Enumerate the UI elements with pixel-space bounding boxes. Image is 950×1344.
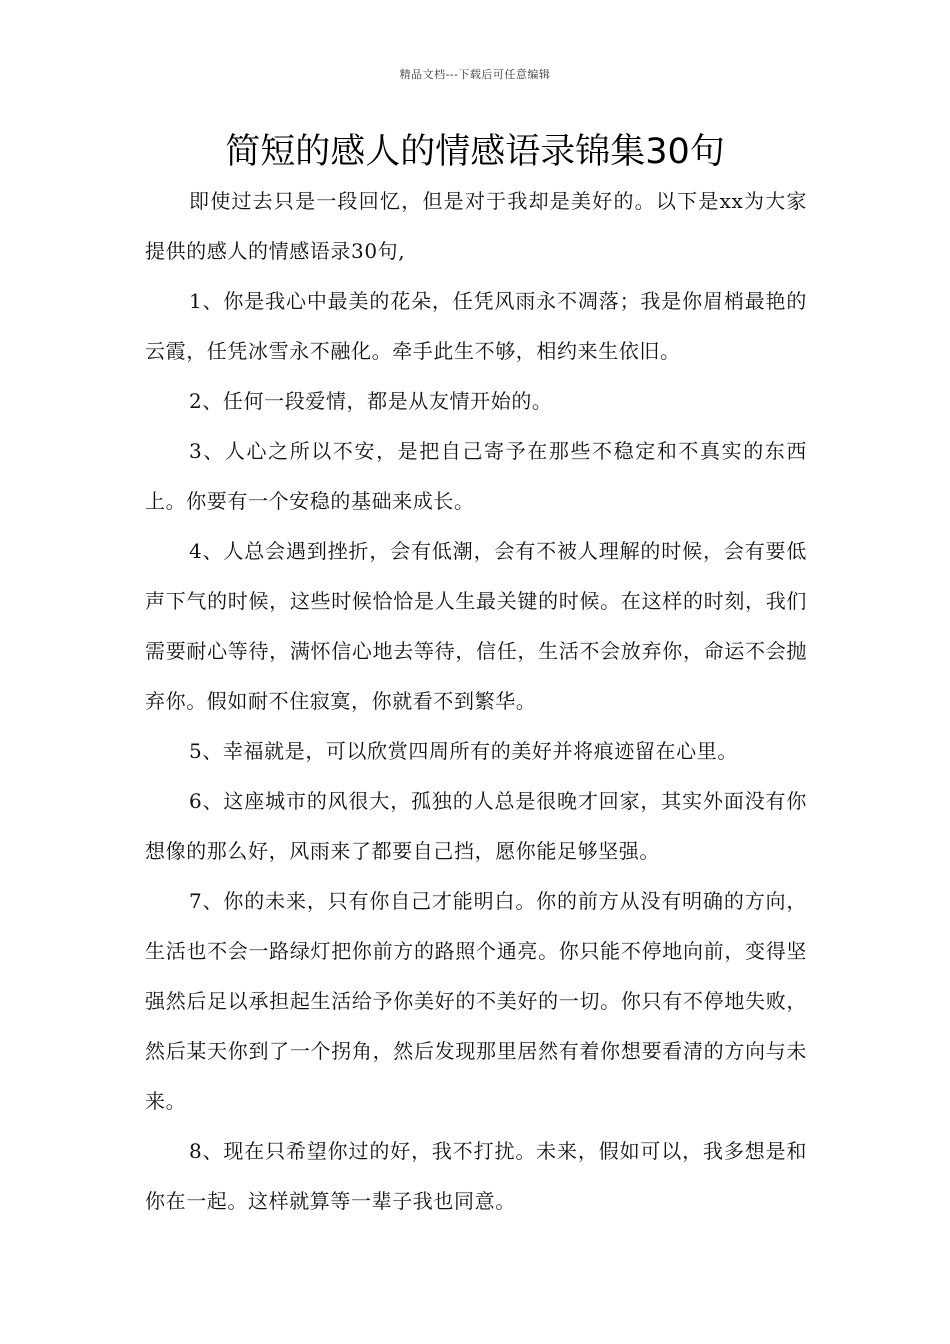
quote-paragraph-2: 2、任何一段爱情，都是从友情开始的。 (189, 389, 553, 413)
header-note: 精品文档---下载后可任意编辑 (399, 68, 551, 81)
quote-paragraph-8: 8、现在只希望你过的好，我不打扰。未来，假如可以，我多想是和你在一起。这样就算等一辈子我也同意。 (145, 1139, 807, 1213)
quote-paragraph-3: 3、人心之所以不安，是把自己寄予在那些不稳定和不真实的东西上。你要有一个安稳的基础来成长。 (145, 439, 807, 513)
quote-paragraph-4: 4、人总会遇到挫折，会有低潮，会有不被人理解的时候，会有要低声下气的时候，这些时候恰恰是人生最关键的时候。在这样的时刻，我们需要耐心等待，满怀信心地去等待，信任，生活不会放弃你，命运不会抛弃你。假如耐不住寂寞，你就看不到繁华。 (145, 539, 807, 713)
document-body (145, 176, 807, 1226)
quote-paragraph-7: 7、你的未来，只有你自己才能明白。你的前方从没有明确的方向，生活也不会一路绿灯把你前方的路照个通亮。你只能不停地向前，变得坚强然后足以承担起生活给予你美好的不美好的一切。你只有不停地失败，然后某天你到了一个拐角，然后发现那里居然有着你想要看清的方向与未来。 (145, 889, 807, 1113)
quote-paragraph-5: 5、幸福就是，可以欣赏四周所有的美好并将痕迹留在心里。 (189, 739, 738, 763)
quote-paragraph-1: 1、你是我心中最美的花朵，任凭风雨永不凋落；我是你眉梢最艳的云霞，任凭冰雪永不融化。牵手此生不够，相约来生依旧。 (145, 289, 807, 363)
document-title: 简短的感人的情感语录锦集30句 (225, 132, 725, 172)
intro-paragraph: 即使过去只是一段回忆，但是对于我却是美好的。以下是xx为大家提供的感人的情感语录30句, (145, 189, 807, 263)
quote-paragraph-6: 6、这座城市的风很大，孤独的人总是很晚才回家，其实外面没有你想像的那么好，风雨来了都要自己挡，愿你能足够坚强。 (145, 789, 807, 863)
